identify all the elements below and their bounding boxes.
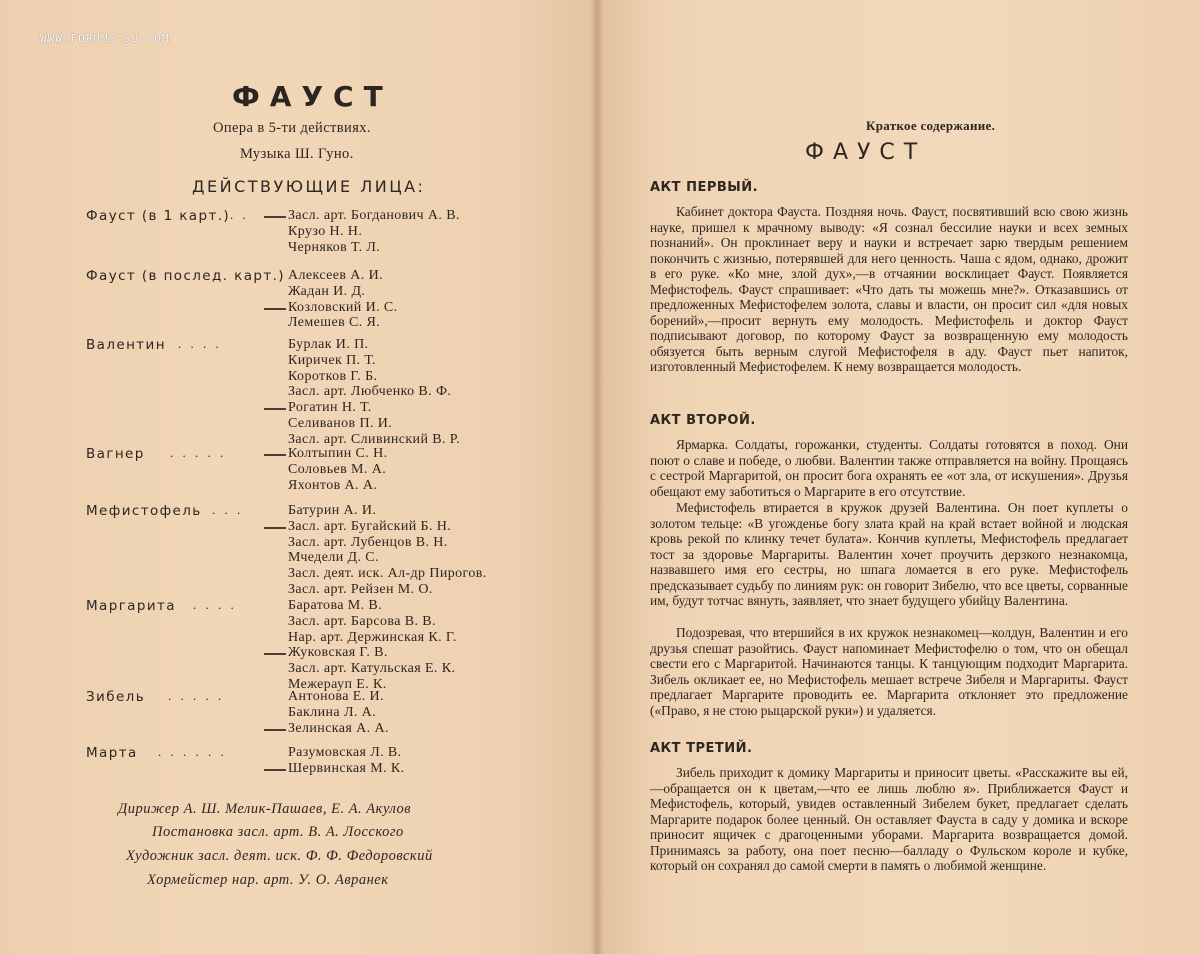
credit-chorus-master: Хормейстер нар. арт. У. О. Авранек <box>147 872 389 888</box>
handwritten-dash-mark <box>264 653 286 655</box>
cast-singer: Засл. арт. Лубенцов В. Н. <box>288 534 448 550</box>
cast-role: Марта <box>86 745 138 761</box>
leader-dots: . . . . <box>193 597 237 612</box>
cast-singer: Засл. деят. иск. Ал-др Пирогов. <box>288 566 487 582</box>
cast-singer: Баклина Л. А. <box>288 704 377 720</box>
credit-conductor: Дирижер А. Ш. Мелик-Пашаев, Е. А. Акулов <box>118 801 412 817</box>
act-paragraph: Кабинет доктора Фауста. Поздняя ночь. Фауст, посвятивший всю свою жизнь науке, пришел к мрачному выводу: «Я сознал бессилие науки и всех земных познаний». Он проклинает веру и науки и встречает зарю твердым решением покончить с жизнью, потерявшей для него ценность. Чаша с ядом, однако, дрожит в его руке. «Ко мне, злой дух»,—в отчаянии восклицает Фауст. Появляется Мефистофель. Фауст спрашивает: «Что дать ты можешь мне?». Отказавшись от предложенных Мефистофелем золота, славы и власти, он просит сил «для новых борений»,—просит вернуть ему молодость. Мефистофель и доктор Фауст подписывают договор, по которому Фауст за возвращенную ему молодость обязуется быть верным слугой Мефистофеля в аду. Фауст пьет напиток, изготовленный Мефистофелем. К нему возвращается молодость. <box>650 204 1128 374</box>
page-fold <box>590 0 604 954</box>
leader-dots: . . . <box>212 502 244 517</box>
cast-singer: Алексеев А. И. <box>288 268 384 283</box>
handwritten-dash-mark <box>264 454 286 456</box>
cast-singer: Лемешев С. Я. <box>288 315 381 331</box>
cast-singer: Жадан И. Д. <box>288 283 366 299</box>
cast-singer: Мчедели Д. С. <box>288 550 379 566</box>
cast-singer: Коротков Г. Б. <box>288 368 378 384</box>
act-paragraph: Мефистофель втирается в кружок друзей Валентина. Он поет куплеты о золотом тельце: «В угожденье богу злата край на край встает войной и людская кровь рекой по клинку течет булата». Кончив куплеты, Мефистофель предлагает тост за здоровье Маргариты. Валентин хочет проучить дерзкого незнакомца, назвавшего имя его сестры, но шпага ломается в его руке. Мефистофель предсказывает судьбу по линиям рук: он говорит Зибелю, что все цветы, сорванные им, будут тотчас вянуть, заявляет, что знает будущего убийцу Валентина. <box>650 500 1128 608</box>
cast-heading: ДЕЙСТВУЮЩИЕ ЛИЦА: <box>192 177 426 196</box>
cast-singer: Разумовская Л. В. <box>288 745 402 760</box>
cast-singer: Засл. арт. Рейзен М. О. <box>288 582 433 597</box>
cast-singer: Засл. арт. Барсова В. В. <box>288 613 436 629</box>
cast-singer: Крузо Н. Н. <box>288 223 363 239</box>
act-paragraph: Подозревая, что втершийся в их кружок незнакомец—колдун, Валентин и его друзья спешат разойтись. Фауст напоминает Мефистофелю о том, что он обещал свести его с Маргаритой. Начинаются танцы. К танцующим подходит Маргарита. Зибель окликает ее, но Мефистофель мешает встрече Зибеля и Маргариты. Фауст предлагает Маргарите проводить ее. Маргарита отклоняет это предложение («Право, я не стою рыцарской руки») и удаляется. <box>650 625 1128 718</box>
cast-singer: Черняков Т. Л. <box>288 239 381 255</box>
handwritten-dash-mark <box>264 216 286 218</box>
watermark: WWW.FORUMS-SU.COM <box>40 32 170 45</box>
cast-singer: Шервинская М. К. <box>288 760 405 776</box>
cast-singer: Нар. арт. Держинская К. Г. <box>288 629 457 645</box>
cast-singer: Засл. арт. Богданович А. В. <box>288 208 460 223</box>
handwritten-dash-mark <box>264 308 286 310</box>
act-heading: АКТ ПЕРВЫЙ. <box>650 180 759 195</box>
cast-role: Вагнер <box>86 446 145 462</box>
summary-title: ФАУСТ <box>805 140 927 165</box>
handwritten-dash-mark <box>264 408 286 410</box>
leader-dots: . . . . . . <box>158 744 227 759</box>
cast-role: Маргарита <box>86 598 176 614</box>
summary-label: Краткое содержание. <box>866 118 996 133</box>
cast-singer: Селиванов П. И. <box>288 416 393 431</box>
page-title: ФАУСТ <box>232 80 393 113</box>
cast-singer: Засл. арт. Сливинский В. Р. <box>288 431 461 447</box>
cast-singer: Жуковская Г. В. <box>288 645 388 661</box>
cast-singer: Батурин А. И. <box>288 503 377 518</box>
cast-singer: Соловьев М. А. <box>288 461 387 477</box>
act-heading: АКТ ВТОРОЙ. <box>650 413 756 428</box>
act-paragraph: Ярмарка. Солдаты, горожанки, студенты. Солдаты готовятся в поход. Они поют о славе и победе, о любви. Валентин также отправляется на войну. Прощаясь с сестрой Маргаритой, он просит бога охранять ее «от зла, от искушения». Друзья обещают ему заботиться о Маргарите в его отсутствие. <box>650 437 1128 499</box>
cast-singer: Яхонтов А. А. <box>288 477 378 493</box>
cast-singer: Межерауп Е. К. <box>288 677 387 692</box>
act-paragraph: Зибель приходит к домику Маргариты и приносит цветы. «Расскажите вы ей,—обращается он к цветам,—что ее лишь люблю я». Приближается Фауст и Мефистофель, который, увидев оставленный Зибелем букет, предлагает сделать Маргарите подарок более ценный. Он оставляет Фауста в саду у домика и вскоре приносит ящичек с драгоценными уборами. Маргарита возвращается домой. Принимаясь за работу, она поет песню—балладу о Фульском короле и кубке, который он сохранял до самой смерти в память о любимой женщине. <box>650 765 1128 873</box>
cast-role: Зибель <box>86 689 146 705</box>
cast-singer: Бурлак И. П. <box>288 337 369 352</box>
cast-singer: Зелинская А. А. <box>288 720 389 736</box>
handwritten-dash-mark <box>264 729 286 731</box>
cast-role: Валентин <box>86 337 166 353</box>
cast-singer: Козловский И. С. <box>288 299 398 315</box>
cast-singer: Засл. арт. Любченко В. Ф. <box>288 384 452 400</box>
leader-dots: . . . . . <box>170 445 227 460</box>
cast-singer: Баратова М. В. <box>288 598 383 613</box>
opera-subtitle: Опера в 5-ти действиях. <box>213 120 371 136</box>
leader-dots: . . . . <box>178 336 222 351</box>
composer-line: Музыка Ш. Гуно. <box>240 146 354 162</box>
act-heading: АКТ ТРЕТИЙ. <box>650 741 753 756</box>
cast-role: Фауст (в послед. карт.) <box>86 268 285 284</box>
cast-role: Мефистофель <box>86 503 202 519</box>
leader-dots: . . . . . <box>168 688 225 703</box>
cast-singer: Киричек П. Т. <box>288 352 376 368</box>
handwritten-dash-mark <box>264 769 286 771</box>
cast-singer: Колтыпин С. Н. <box>288 446 388 461</box>
credit-director: Постановка засл. арт. В. А. Лосского <box>152 824 404 840</box>
credit-designer: Художник засл. деят. иск. Ф. Ф. Федоровский <box>126 848 433 864</box>
cast-singer: Рогатин Н. Т. <box>288 400 372 416</box>
cast-role: Фауст (в 1 карт.) <box>86 208 231 224</box>
cast-singer: Засл. арт. Бугайский Б. Н. <box>288 518 452 534</box>
cast-singer: Антонова Е. И. <box>288 689 384 704</box>
cast-singer: Засл. арт. Катульская Е. К. <box>288 661 456 677</box>
handwritten-dash-mark <box>264 527 286 529</box>
leader-dots: . . <box>230 207 249 222</box>
